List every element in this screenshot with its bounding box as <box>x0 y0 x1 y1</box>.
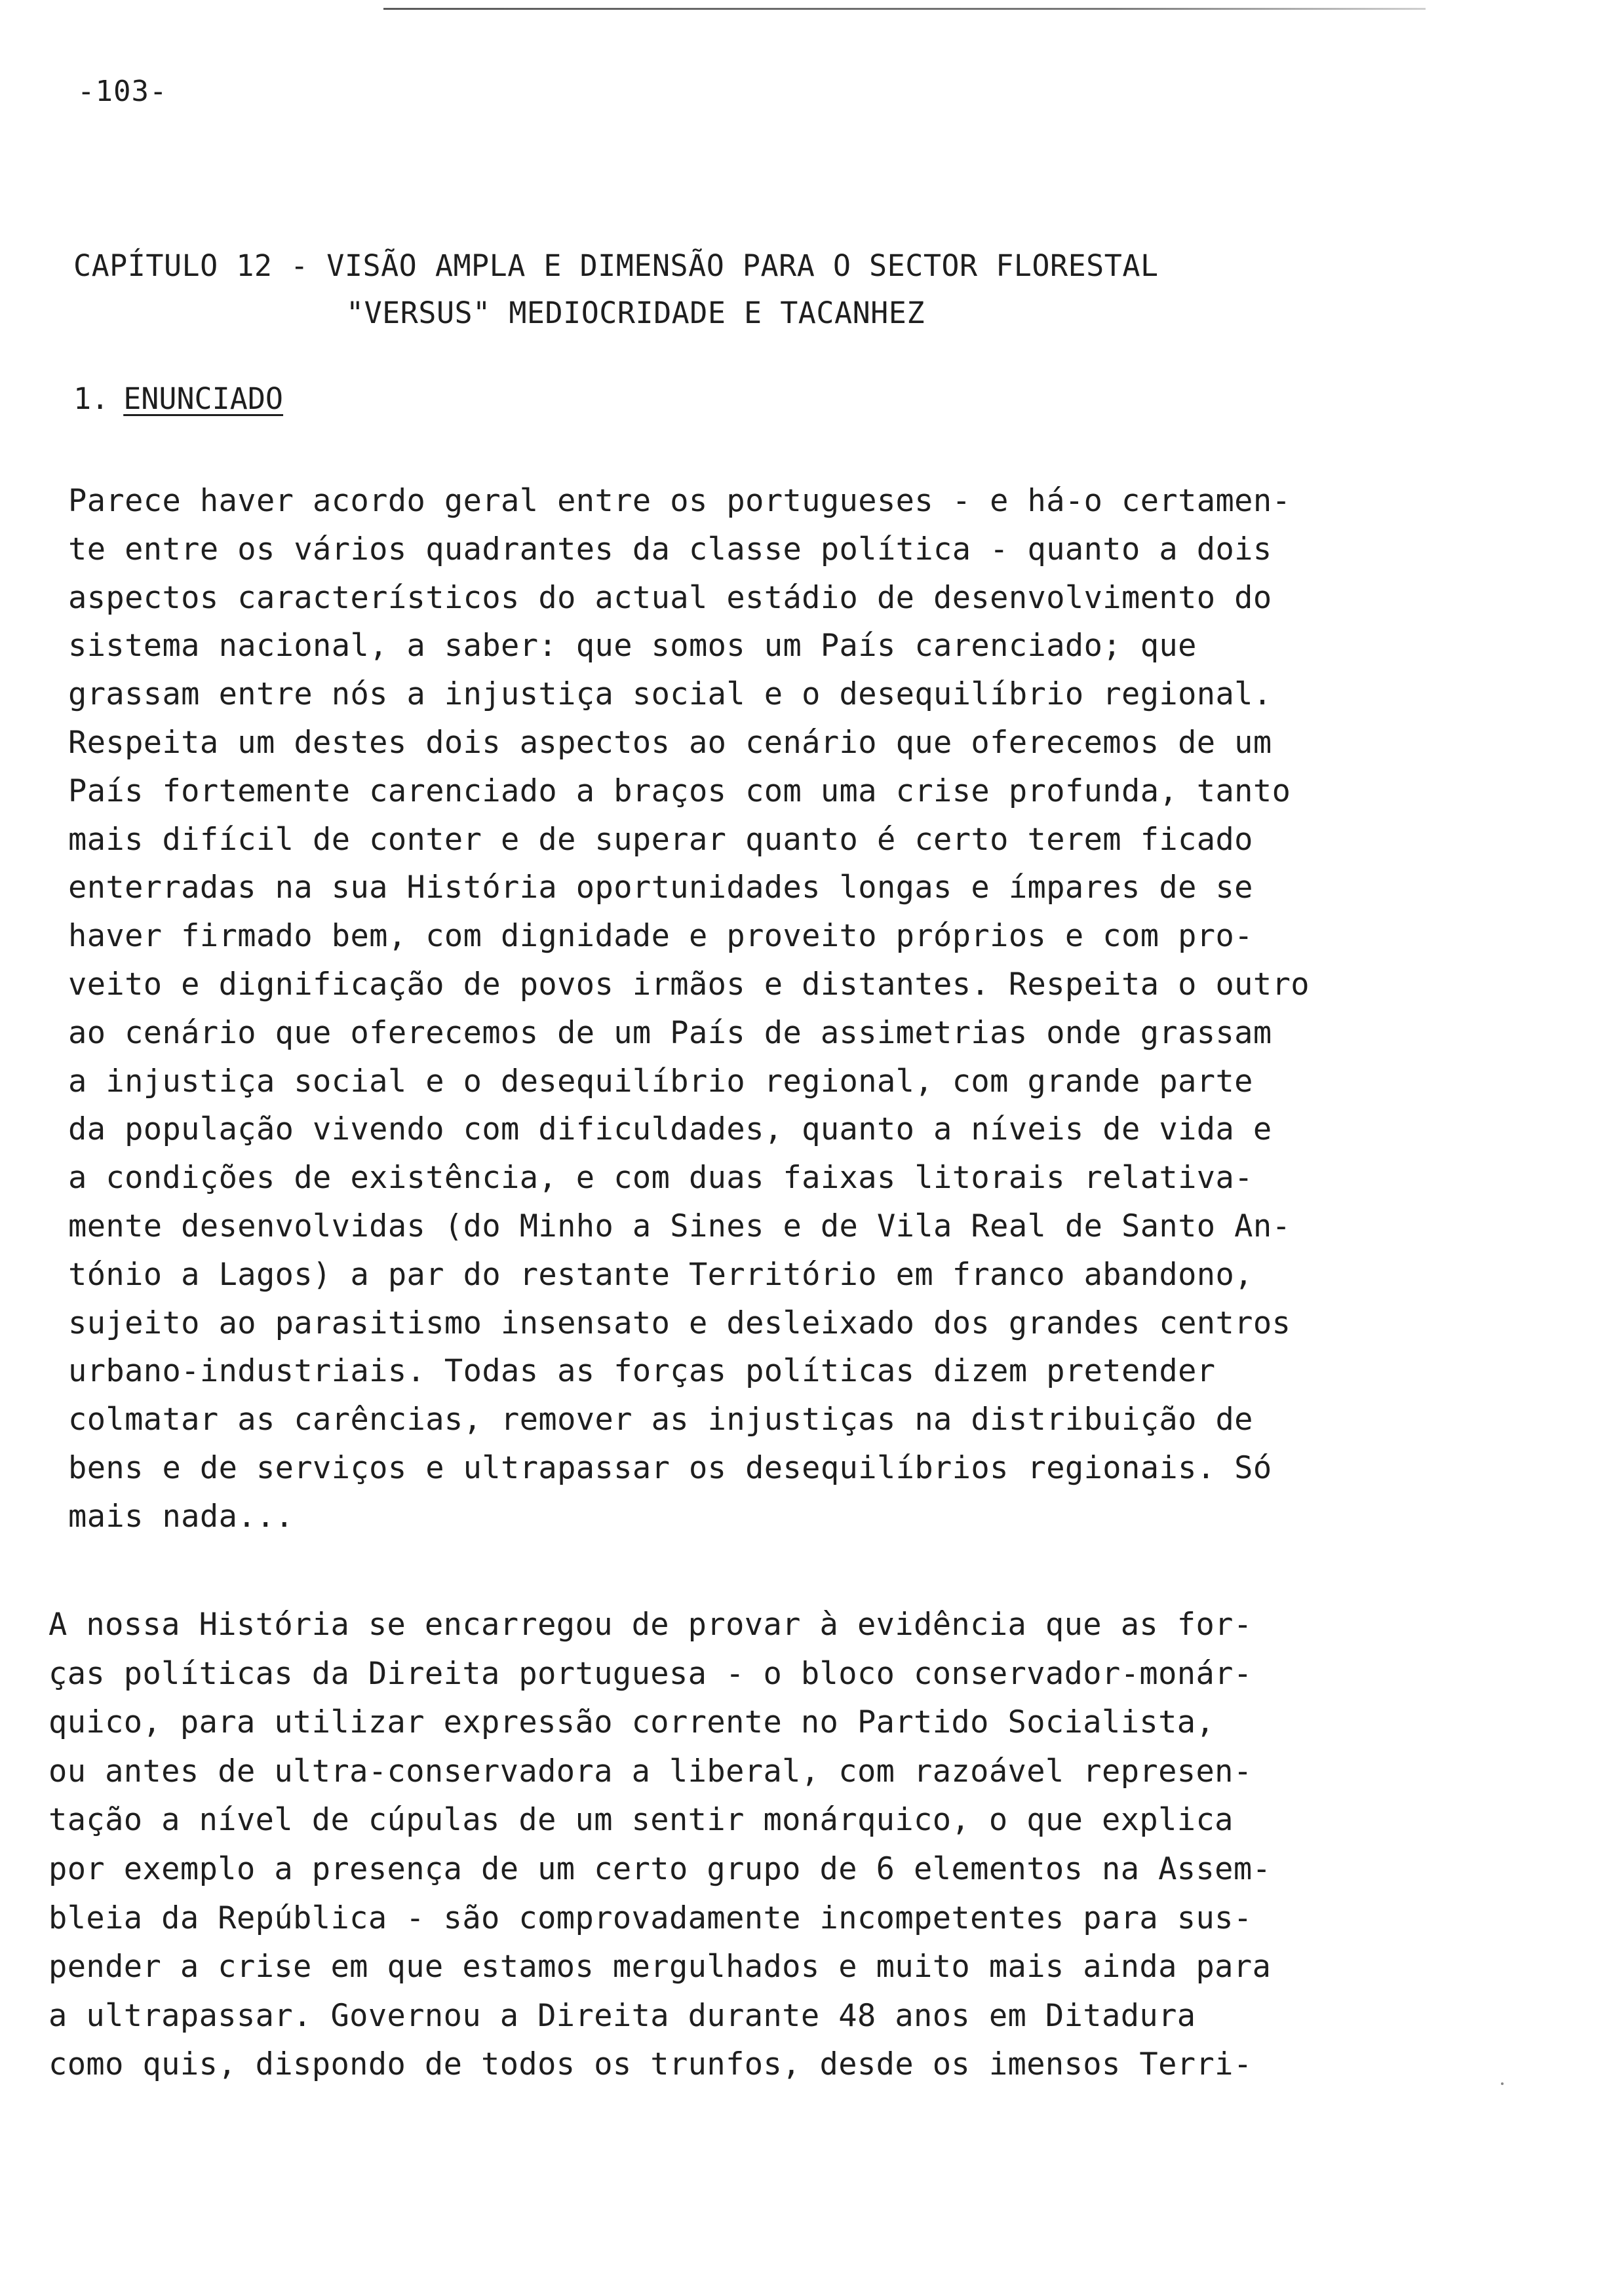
text-line: te entre os vários quadrantes da classe política - quanto a dois <box>68 531 1272 567</box>
text-line: a condições de existência, e com duas faixas litorais relativa- <box>68 1160 1253 1196</box>
text-line: pender a crise em que estamos mergulhados e muito mais ainda para <box>49 1949 1272 1985</box>
section-heading <box>73 381 283 417</box>
text-line: A nossa História se encarregou de provar à evidência que as for- <box>49 1607 1253 1643</box>
chapter-heading-line-1: CAPÍTULO 12 - VISÃO AMPLA E DIMENSÃO PARA O SECTOR FLORESTAL <box>73 248 1159 283</box>
text-line: tação a nível de cúpulas de um sentir monárquico, o que explica <box>49 1802 1234 1839</box>
text-line: veito e dignificação de povos irmãos e distantes. Respeita o outro <box>68 966 1310 1003</box>
text-line: ao cenário que oferecemos de um País de assimetrias onde grassam <box>68 1014 1272 1051</box>
text-line: Respeita um destes dois aspectos ao cenário que oferecemos de um <box>68 724 1272 761</box>
text-line: ças políticas da Direita portuguesa - o bloco conservador-monár- <box>49 1655 1253 1692</box>
paragraph-1 <box>68 477 1310 1541</box>
text-line: bleia da República - são comprovadamente incompetentes para sus- <box>49 1900 1253 1936</box>
text-line: enterradas na sua História oportunidades longas e ímpares de se <box>68 870 1253 906</box>
text-line: bens e de serviços e ultrapassar os desequilíbrios regionais. Só <box>68 1449 1272 1486</box>
text-line: haver firmado bem, com dignidade e proveito próprios e com pro- <box>68 918 1253 955</box>
text-line: a ultrapassar. Governou a Direita durante 48 anos em Ditadura <box>49 1997 1196 2034</box>
text-line: mente desenvolvidas (do Minho a Sines e de Vila Real de Santo An- <box>68 1208 1291 1244</box>
text-line: quico, para utilizar expressão corrente no Partido Socialista, <box>49 1704 1215 1741</box>
text-line: ou antes de ultra-conservadora a liberal, com razoável represen- <box>49 1753 1253 1789</box>
text-line: da população vivendo com dificuldades, quanto a níveis de vida e <box>68 1111 1272 1148</box>
text-line: tónio a Lagos) a par do restante Território em franco abandono, <box>68 1256 1253 1293</box>
text-line: como quis, dispondo de todos os trunfos, desde os imensos Terri- <box>49 2046 1253 2083</box>
paragraph-2 <box>49 1601 1271 2090</box>
text-line: Parece haver acordo geral entre os portugueses - e há-o certamen- <box>68 483 1291 519</box>
top-rule <box>383 8 1426 10</box>
page-number: -103- <box>77 75 168 108</box>
text-line: sistema nacional, a saber: que somos um País carenciado; que <box>68 628 1197 664</box>
text-line: mais nada... <box>68 1498 294 1535</box>
text-line: por exemplo a presença de um certo grupo de 6 elementos na Assem- <box>49 1850 1272 1887</box>
section-number: 1. <box>73 381 109 416</box>
text-line: grassam entre nós a injustiça social e o desequilíbrio regional. <box>68 676 1272 713</box>
chapter-heading-line-2: "VERSUS" MEDIOCRIDADE E TACANHEZ <box>346 296 925 330</box>
scan-speck <box>1501 2082 1504 2085</box>
text-line: urbano-industriais. Todas as forças políticas dizem pretender <box>68 1353 1216 1390</box>
text-line: mais difícil de conter e de superar quanto é certo terem ficado <box>68 821 1253 858</box>
text-line: colmatar as carências, remover as injustiças na distribuição de <box>68 1402 1253 1438</box>
text-line: a injustiça social e o desequilíbrio regional, com grande parte <box>68 1063 1253 1100</box>
text-line: País fortemente carenciado a braços com uma crise profunda, tanto <box>68 773 1291 809</box>
text-line: sujeito ao parasitismo insensato e desleixado dos grandes centros <box>68 1305 1291 1341</box>
text-line: aspectos característicos do actual estádio de desenvolvimento do <box>68 579 1272 616</box>
chapter-heading <box>73 242 1159 337</box>
section-title: ENUNCIADO <box>123 381 284 416</box>
